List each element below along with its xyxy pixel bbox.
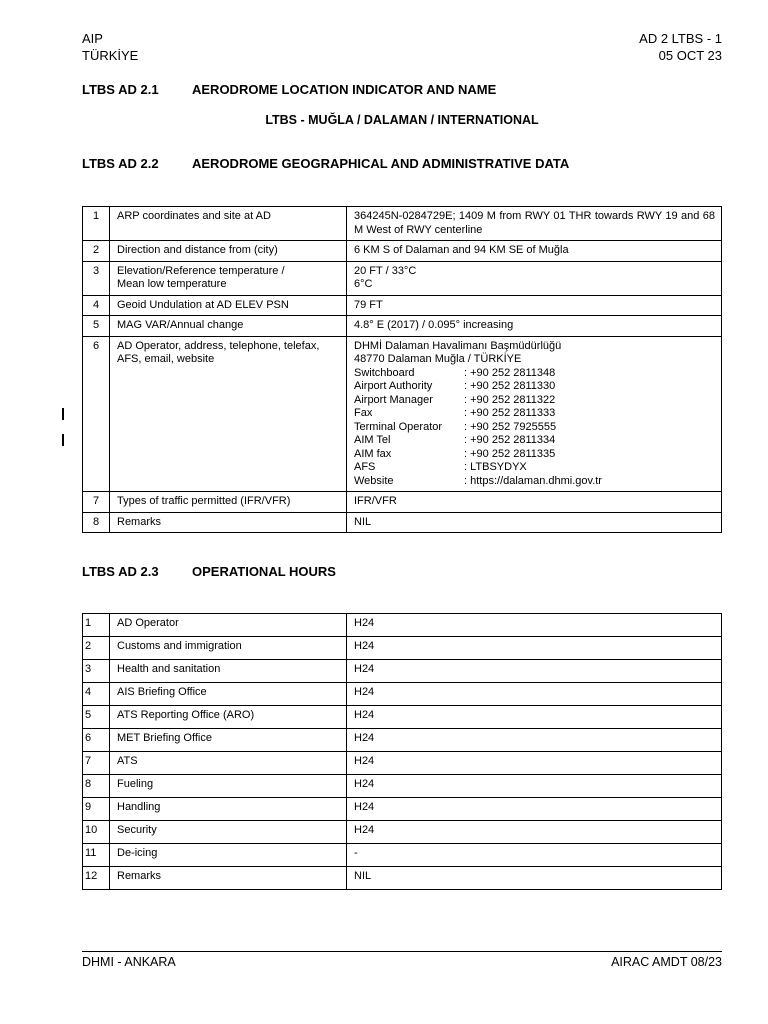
contact-airport-manager xyxy=(354,394,715,408)
contact-label: Airport Authority xyxy=(354,380,433,392)
row-number: 8 xyxy=(83,512,110,533)
table-row xyxy=(83,241,722,262)
row-number: 11 xyxy=(83,844,110,867)
table-row xyxy=(83,775,722,798)
row-label: MET Briefing Office xyxy=(110,729,347,752)
row-value xyxy=(347,261,722,295)
row-value: H24 xyxy=(347,752,722,775)
table-row xyxy=(83,316,722,337)
section-number: LTBS AD 2.1 xyxy=(82,82,159,97)
row-label: Security xyxy=(110,821,347,844)
row-label: ATS Reporting Office (ARO) xyxy=(110,706,347,729)
contact-terminal-operator xyxy=(354,421,715,435)
row-number: 5 xyxy=(83,706,110,729)
table-row xyxy=(83,614,722,637)
section-title: AERODROME GEOGRAPHICAL AND ADMINISTRATIVE DATA xyxy=(192,156,570,171)
amendment-change-bar xyxy=(62,408,64,420)
row-number: 8 xyxy=(83,775,110,798)
table-row xyxy=(83,867,722,890)
aerodrome-name: LTBS - MUĞLA / DALAMAN / INTERNATIONAL xyxy=(265,113,539,127)
section-number: LTBS AD 2.2 xyxy=(82,156,159,171)
row-number: 3 xyxy=(83,660,110,683)
row-value: H24 xyxy=(347,706,722,729)
footer-amendment: AIRAC AMDT 08/23 xyxy=(611,955,722,969)
table-row xyxy=(83,637,722,660)
row-label-line: AFS, email, website xyxy=(117,353,215,365)
contact-website xyxy=(354,475,715,489)
row-label: Direction and distance from (city) xyxy=(110,241,347,262)
contact-afs xyxy=(354,461,715,475)
row-label: Remarks xyxy=(110,512,347,533)
table-row xyxy=(83,295,722,316)
operator-name: DHMİ Dalaman Havalimanı Başmüdürlüğü xyxy=(354,339,562,352)
contact-label: Switchboard xyxy=(354,366,415,379)
row-value: 4.8° E (2017) / 0.095° increasing xyxy=(347,316,722,337)
row-label: MAG VAR/Annual change xyxy=(110,316,347,337)
contact-value: : +90 252 2811333 xyxy=(464,407,556,419)
row-value: 6 KM S of Dalaman and 94 KM SE of Muğla xyxy=(347,241,722,262)
table-row xyxy=(83,752,722,775)
row-number: 7 xyxy=(83,752,110,775)
row-value: 79 FT xyxy=(347,295,722,316)
row-value: - xyxy=(347,844,722,867)
effective-date: 05 OCT 23 xyxy=(658,48,722,63)
row-value: H24 xyxy=(347,637,722,660)
row-label: AIS Briefing Office xyxy=(110,683,347,706)
footer-divider xyxy=(82,951,722,952)
row-value: NIL xyxy=(347,867,722,890)
table-row xyxy=(83,844,722,867)
row-number: 4 xyxy=(83,683,110,706)
row-number: 6 xyxy=(83,729,110,752)
row-value: H24 xyxy=(347,821,722,844)
table-row xyxy=(83,336,722,492)
table-row xyxy=(83,660,722,683)
row-label: Remarks xyxy=(110,867,347,890)
row-label: Geoid Undulation at AD ELEV PSN xyxy=(110,295,347,316)
row-label xyxy=(110,336,347,492)
contact-label: AIM fax xyxy=(354,447,392,460)
row-number: 4 xyxy=(83,295,110,316)
row-label-line: AD Operator, address, telephone, telefax, xyxy=(117,339,320,352)
row-number: 6 xyxy=(83,336,110,492)
row-number: 5 xyxy=(83,316,110,337)
table-row xyxy=(83,706,722,729)
row-number: 1 xyxy=(83,614,110,637)
table-row xyxy=(83,261,722,295)
contact-switchboard xyxy=(354,367,715,381)
row-number: 2 xyxy=(83,241,110,262)
row-number: 12 xyxy=(83,867,110,890)
table-row xyxy=(83,207,722,241)
row-number: 10 xyxy=(83,821,110,844)
row-value: H24 xyxy=(347,660,722,683)
operator-address: 48770 Dalaman Muğla / TÜRKİYE xyxy=(354,353,522,365)
table-row xyxy=(83,512,722,533)
row-number: 9 xyxy=(83,798,110,821)
row-label: Types of traffic permitted (IFR/VFR) xyxy=(110,492,347,513)
contact-label: Fax xyxy=(354,407,373,419)
section-heading-2-3 xyxy=(82,564,336,579)
section-title: AERODROME LOCATION INDICATOR AND NAME xyxy=(192,82,497,97)
row-value: 364245N-0284729E; 1409 M from RWY 01 THR towards RWY 19 and 68 M West of RWY centerline xyxy=(347,207,722,241)
contact-value: : LTBSYDYX xyxy=(464,461,527,473)
page-header-right xyxy=(639,30,722,64)
contact-airport-authority xyxy=(354,380,715,394)
contact-label: Airport Manager xyxy=(354,393,433,406)
mean-low-temperature: 6°C xyxy=(354,278,373,290)
contact-value: : +90 252 2811334 xyxy=(464,434,556,446)
row-number: 2 xyxy=(83,637,110,660)
row-value: H24 xyxy=(347,729,722,752)
footer-publisher: DHMI - ANKARA xyxy=(82,955,176,969)
page-header-left xyxy=(82,30,138,64)
contact-aim-tel xyxy=(354,434,715,448)
row-value: H24 xyxy=(347,798,722,821)
row-number: 1 xyxy=(83,207,110,241)
contact-label: AIM Tel xyxy=(354,434,391,446)
section-number: LTBS AD 2.3 xyxy=(82,564,159,579)
contact-label: Website xyxy=(354,474,394,487)
table-row xyxy=(83,683,722,706)
page-reference: AD 2 LTBS - 1 xyxy=(639,31,722,46)
contact-aim-fax xyxy=(354,448,715,462)
row-label-line: Mean low temperature xyxy=(117,278,227,290)
table-row xyxy=(83,729,722,752)
row-value: H24 xyxy=(347,614,722,637)
row-label-line: Elevation/Reference temperature / xyxy=(117,264,285,277)
row-number: 3 xyxy=(83,261,110,295)
row-label xyxy=(110,261,347,295)
contact-value: : +90 252 2811330 xyxy=(464,380,556,392)
row-value: NIL xyxy=(347,512,722,533)
row-value: IFR/VFR xyxy=(347,492,722,513)
contact-label: AFS xyxy=(354,461,376,473)
publication-name: AIP xyxy=(82,31,103,46)
contact-value: : +90 252 2811348 xyxy=(464,366,556,379)
geographical-data-table xyxy=(82,206,722,533)
row-label: Handling xyxy=(110,798,347,821)
table-row xyxy=(83,492,722,513)
amendment-change-bar xyxy=(62,434,64,446)
operational-hours-table xyxy=(82,613,722,890)
row-label: AD Operator xyxy=(110,614,347,637)
elevation-reference-temperature: 20 FT / 33°C xyxy=(354,264,417,277)
contact-value: : +90 252 7925555 xyxy=(464,420,557,433)
section-heading-2-2 xyxy=(82,156,569,171)
row-label: De-icing xyxy=(110,844,347,867)
row-label: ARP coordinates and site at AD xyxy=(110,207,347,241)
row-label: ATS xyxy=(110,752,347,775)
contact-value: : +90 252 2811322 xyxy=(464,393,556,406)
country-name: TÜRKİYE xyxy=(82,48,139,63)
section-title: OPERATIONAL HOURS xyxy=(192,564,336,579)
contact-fax xyxy=(354,407,715,421)
contact-label: Terminal Operator xyxy=(354,420,443,433)
row-label: Health and sanitation xyxy=(110,660,347,683)
row-value: H24 xyxy=(347,683,722,706)
table-row xyxy=(83,798,722,821)
contact-value: : https://dalaman.dhmi.gov.tr xyxy=(464,474,602,487)
row-number: 7 xyxy=(83,492,110,513)
table-row xyxy=(83,821,722,844)
row-label: Fueling xyxy=(110,775,347,798)
contact-value: : +90 252 2811335 xyxy=(464,447,556,460)
row-label: Customs and immigration xyxy=(110,637,347,660)
row-value: H24 xyxy=(347,775,722,798)
section-heading-2-1 xyxy=(82,82,496,97)
operator-contact-details xyxy=(347,336,722,492)
